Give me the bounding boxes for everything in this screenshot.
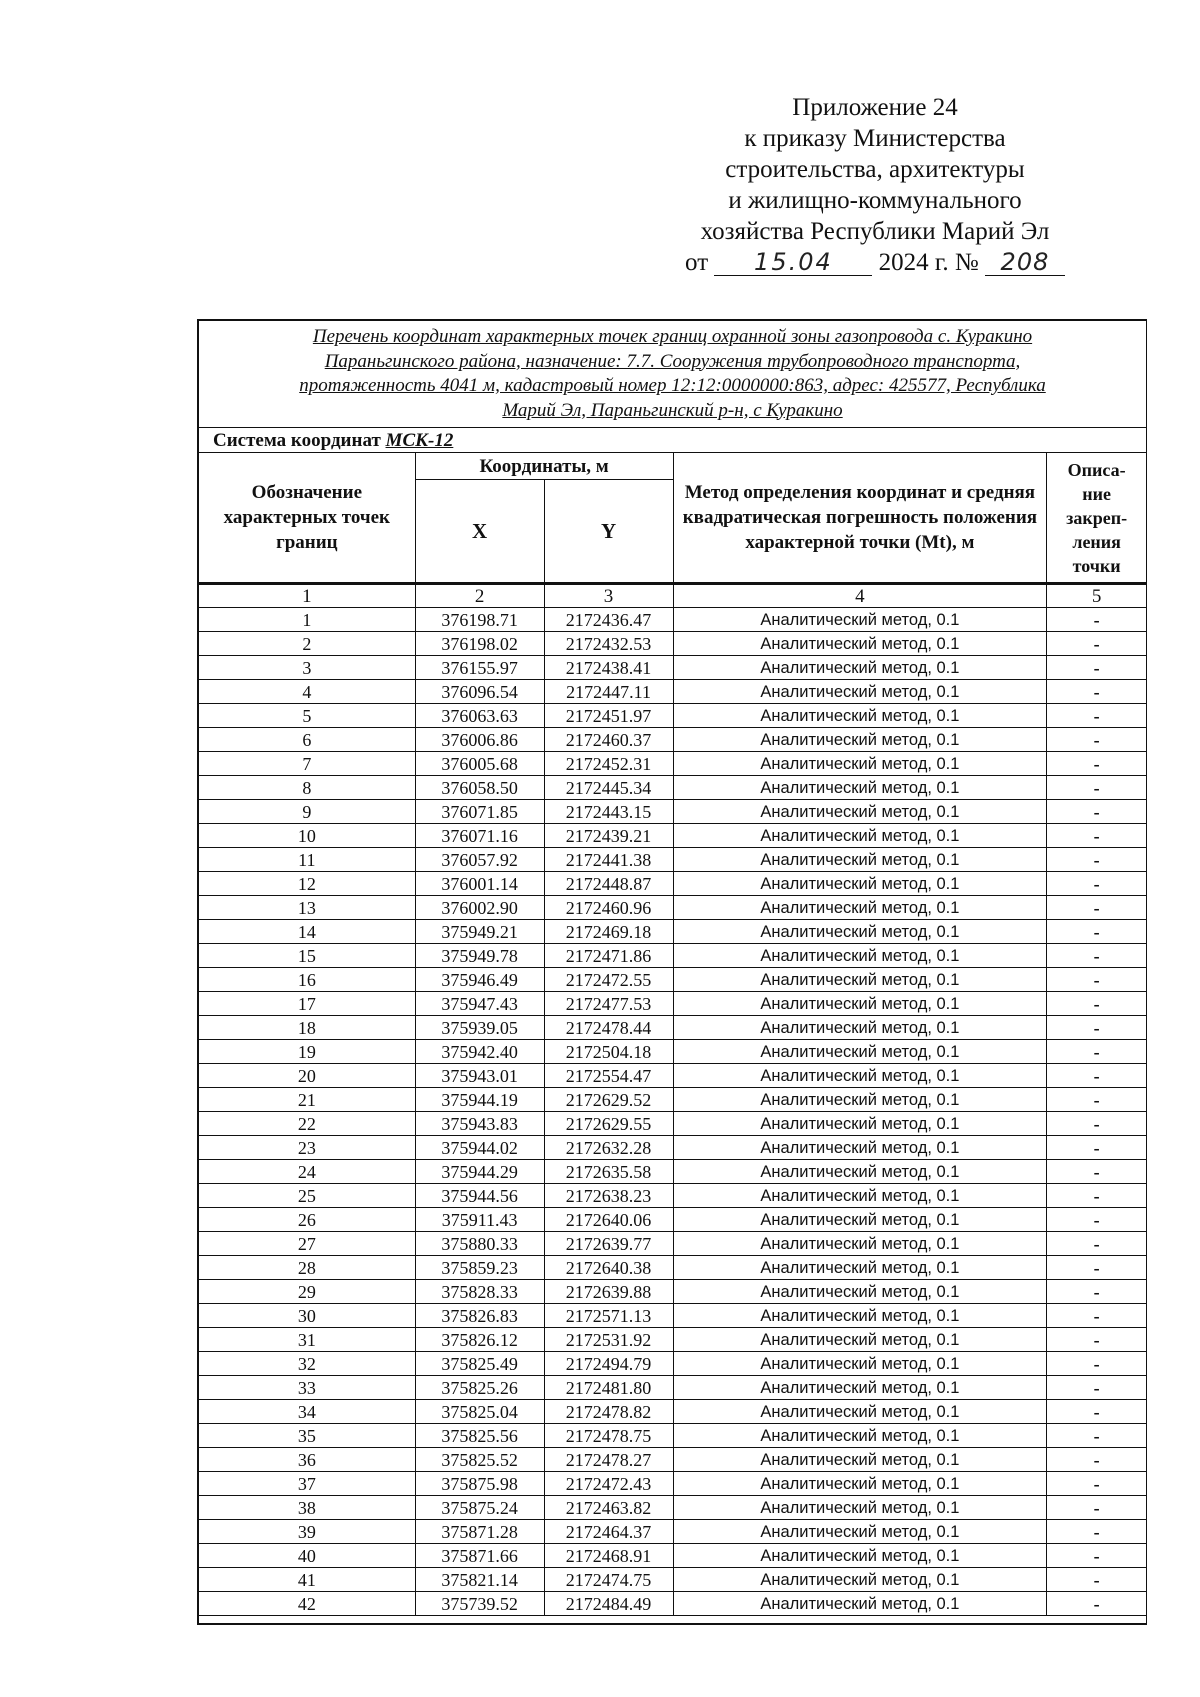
point-number-cell: 36 bbox=[199, 1448, 416, 1472]
y-coordinate-cell: 2172477.53 bbox=[544, 992, 673, 1016]
coordinate-system-row bbox=[199, 428, 1147, 453]
handwritten-number: 208 bbox=[985, 249, 1065, 276]
y-coordinate-cell: 2172484.49 bbox=[544, 1592, 673, 1616]
description-cell: - bbox=[1047, 656, 1147, 680]
description-cell: - bbox=[1047, 1280, 1147, 1304]
method-cell: Аналитический метод, 0.1 bbox=[673, 944, 1047, 968]
y-coordinate-cell: 2172629.52 bbox=[544, 1088, 673, 1112]
point-number-cell: 3 bbox=[199, 656, 416, 680]
x-coordinate-cell: 375825.52 bbox=[415, 1448, 544, 1472]
point-number-cell: 40 bbox=[199, 1544, 416, 1568]
title-line: Перечень координат характерных точек границ охранной зоны газопровода с. Куракино bbox=[312, 326, 1033, 347]
y-coordinate-cell: 2172472.43 bbox=[544, 1472, 673, 1496]
table-row bbox=[199, 1424, 1147, 1448]
table-row bbox=[199, 1352, 1147, 1376]
title-line: протяженность 4041 м, кадастровый номер 12:12:0000000:863, адрес: 425577, Республика bbox=[299, 375, 1046, 396]
description-cell: - bbox=[1047, 1208, 1147, 1232]
method-cell: Аналитический метод, 0.1 bbox=[673, 1184, 1047, 1208]
description-cell: - bbox=[1047, 896, 1147, 920]
table-row bbox=[199, 848, 1147, 872]
x-coordinate-cell: 375825.56 bbox=[415, 1424, 544, 1448]
description-cell: - bbox=[1047, 944, 1147, 968]
description-cell: - bbox=[1047, 1184, 1147, 1208]
description-cell: - bbox=[1047, 1232, 1147, 1256]
description-cell: - bbox=[1047, 968, 1147, 992]
point-number-cell: 12 bbox=[199, 872, 416, 896]
x-coordinate-cell: 376071.16 bbox=[415, 824, 544, 848]
y-coordinate-cell: 2172494.79 bbox=[544, 1352, 673, 1376]
table-row bbox=[199, 1328, 1147, 1352]
y-coordinate-cell: 2172443.15 bbox=[544, 800, 673, 824]
y-coordinate-cell: 2172452.31 bbox=[544, 752, 673, 776]
header-y: Y bbox=[544, 480, 673, 584]
table-row bbox=[199, 944, 1147, 968]
y-coordinate-cell: 2172640.38 bbox=[544, 1256, 673, 1280]
table-row bbox=[199, 800, 1147, 824]
table-row bbox=[199, 1064, 1147, 1088]
method-cell: Аналитический метод, 0.1 bbox=[673, 848, 1047, 872]
point-number-cell: 20 bbox=[199, 1064, 416, 1088]
header-method: Метод определения координат и средняя квадратическая погрешность положения характерной точки (Mt), м bbox=[673, 453, 1047, 584]
x-coordinate-cell: 375947.43 bbox=[415, 992, 544, 1016]
x-coordinate-cell: 375875.24 bbox=[415, 1496, 544, 1520]
method-cell: Аналитический метод, 0.1 bbox=[673, 752, 1047, 776]
x-coordinate-cell: 375949.78 bbox=[415, 944, 544, 968]
y-coordinate-cell: 2172439.21 bbox=[544, 824, 673, 848]
y-coordinate-cell: 2172447.11 bbox=[544, 680, 673, 704]
y-coordinate-cell: 2172468.91 bbox=[544, 1544, 673, 1568]
point-number-cell: 28 bbox=[199, 1256, 416, 1280]
description-cell: - bbox=[1047, 776, 1147, 800]
x-coordinate-cell: 375825.26 bbox=[415, 1376, 544, 1400]
point-number-cell: 30 bbox=[199, 1304, 416, 1328]
method-cell: Аналитический метод, 0.1 bbox=[673, 1304, 1047, 1328]
table-row bbox=[199, 1568, 1147, 1592]
point-number-cell: 16 bbox=[199, 968, 416, 992]
method-cell: Аналитический метод, 0.1 bbox=[673, 1232, 1047, 1256]
point-number-cell: 32 bbox=[199, 1352, 416, 1376]
table-row bbox=[199, 704, 1147, 728]
x-coordinate-cell: 375826.12 bbox=[415, 1328, 544, 1352]
x-coordinate-cell: 375739.52 bbox=[415, 1592, 544, 1616]
point-number-cell: 23 bbox=[199, 1136, 416, 1160]
description-cell: - bbox=[1047, 1016, 1147, 1040]
table-row bbox=[199, 920, 1147, 944]
y-coordinate-cell: 2172471.86 bbox=[544, 944, 673, 968]
x-coordinate-cell: 376006.86 bbox=[415, 728, 544, 752]
y-coordinate-cell: 2172531.92 bbox=[544, 1328, 673, 1352]
y-coordinate-cell: 2172478.44 bbox=[544, 1016, 673, 1040]
description-cell: - bbox=[1047, 1088, 1147, 1112]
description-cell: - bbox=[1047, 608, 1147, 632]
table-row bbox=[199, 776, 1147, 800]
x-coordinate-cell: 375942.40 bbox=[415, 1040, 544, 1064]
description-cell: - bbox=[1047, 848, 1147, 872]
x-coordinate-cell: 375944.56 bbox=[415, 1184, 544, 1208]
method-cell: Аналитический метод, 0.1 bbox=[673, 1520, 1047, 1544]
method-cell: Аналитический метод, 0.1 bbox=[673, 1256, 1047, 1280]
point-number-cell: 42 bbox=[199, 1592, 416, 1616]
table-row bbox=[199, 1112, 1147, 1136]
x-coordinate-cell: 376155.97 bbox=[415, 656, 544, 680]
table-row bbox=[199, 1232, 1147, 1256]
point-number-cell: 17 bbox=[199, 992, 416, 1016]
coordinates-table bbox=[198, 427, 1147, 1616]
x-coordinate-cell: 375826.83 bbox=[415, 1304, 544, 1328]
appendix-header bbox=[640, 92, 1110, 278]
x-coordinate-cell: 375944.02 bbox=[415, 1136, 544, 1160]
method-cell: Аналитический метод, 0.1 bbox=[673, 608, 1047, 632]
table-row bbox=[199, 1088, 1147, 1112]
method-cell: Аналитический метод, 0.1 bbox=[673, 1544, 1047, 1568]
table-row bbox=[199, 680, 1147, 704]
method-cell: Аналитический метод, 0.1 bbox=[673, 1400, 1047, 1424]
method-cell: Аналитический метод, 0.1 bbox=[673, 968, 1047, 992]
method-cell: Аналитический метод, 0.1 bbox=[673, 1136, 1047, 1160]
y-coordinate-cell: 2172438.41 bbox=[544, 656, 673, 680]
y-coordinate-cell: 2172629.55 bbox=[544, 1112, 673, 1136]
x-coordinate-cell: 375944.19 bbox=[415, 1088, 544, 1112]
description-cell: - bbox=[1047, 1256, 1147, 1280]
column-number: 3 bbox=[544, 584, 673, 608]
y-coordinate-cell: 2172504.18 bbox=[544, 1040, 673, 1064]
method-cell: Аналитический метод, 0.1 bbox=[673, 1376, 1047, 1400]
table-row bbox=[199, 1496, 1147, 1520]
method-cell: Аналитический метод, 0.1 bbox=[673, 1040, 1047, 1064]
table-row bbox=[199, 1304, 1147, 1328]
y-coordinate-cell: 2172460.96 bbox=[544, 896, 673, 920]
description-cell: - bbox=[1047, 1424, 1147, 1448]
point-number-cell: 8 bbox=[199, 776, 416, 800]
header-coordinates: Координаты, м bbox=[415, 453, 673, 480]
method-cell: Аналитический метод, 0.1 bbox=[673, 776, 1047, 800]
description-cell: - bbox=[1047, 1520, 1147, 1544]
coordinate-system-label: Система координат bbox=[213, 429, 381, 451]
point-number-cell: 13 bbox=[199, 896, 416, 920]
y-coordinate-cell: 2172632.28 bbox=[544, 1136, 673, 1160]
point-number-cell: 7 bbox=[199, 752, 416, 776]
point-number-cell: 1 bbox=[199, 608, 416, 632]
method-cell: Аналитический метод, 0.1 bbox=[673, 1016, 1047, 1040]
method-cell: Аналитический метод, 0.1 bbox=[673, 872, 1047, 896]
x-coordinate-cell: 375949.21 bbox=[415, 920, 544, 944]
y-coordinate-cell: 2172436.47 bbox=[544, 608, 673, 632]
table-row bbox=[199, 1160, 1147, 1184]
header-description-line: Описа- bbox=[1067, 459, 1126, 480]
point-number-cell: 9 bbox=[199, 800, 416, 824]
appendix-date-line bbox=[640, 247, 1110, 278]
x-coordinate-cell: 375939.05 bbox=[415, 1016, 544, 1040]
header-x: X bbox=[415, 480, 544, 584]
y-coordinate-cell: 2172472.55 bbox=[544, 968, 673, 992]
table-row bbox=[199, 752, 1147, 776]
point-number-cell: 5 bbox=[199, 704, 416, 728]
x-coordinate-cell: 375859.23 bbox=[415, 1256, 544, 1280]
point-number-cell: 37 bbox=[199, 1472, 416, 1496]
point-number-cell: 35 bbox=[199, 1424, 416, 1448]
method-cell: Аналитический метод, 0.1 bbox=[673, 1352, 1047, 1376]
description-cell: - bbox=[1047, 1592, 1147, 1616]
y-coordinate-cell: 2172469.18 bbox=[544, 920, 673, 944]
date-prefix: от bbox=[685, 249, 709, 276]
y-coordinate-cell: 2172635.58 bbox=[544, 1160, 673, 1184]
x-coordinate-cell: 375825.49 bbox=[415, 1352, 544, 1376]
document-title bbox=[199, 321, 1146, 427]
header-description-line: закреп- bbox=[1066, 507, 1128, 528]
method-cell: Аналитический метод, 0.1 bbox=[673, 656, 1047, 680]
point-number-cell: 29 bbox=[199, 1280, 416, 1304]
x-coordinate-cell: 375871.28 bbox=[415, 1520, 544, 1544]
table-row bbox=[199, 1592, 1147, 1616]
x-coordinate-cell: 376071.85 bbox=[415, 800, 544, 824]
x-coordinate-cell: 375871.66 bbox=[415, 1544, 544, 1568]
description-cell: - bbox=[1047, 752, 1147, 776]
x-coordinate-cell: 376002.90 bbox=[415, 896, 544, 920]
description-cell: - bbox=[1047, 920, 1147, 944]
point-number-cell: 4 bbox=[199, 680, 416, 704]
method-cell: Аналитический метод, 0.1 bbox=[673, 1112, 1047, 1136]
description-cell: - bbox=[1047, 1112, 1147, 1136]
header-point-designation: Обозначение характерных точек границ bbox=[199, 453, 416, 584]
table-row bbox=[199, 1472, 1147, 1496]
method-cell: Аналитический метод, 0.1 bbox=[673, 800, 1047, 824]
method-cell: Аналитический метод, 0.1 bbox=[673, 1448, 1047, 1472]
description-cell: - bbox=[1047, 800, 1147, 824]
y-coordinate-cell: 2172554.47 bbox=[544, 1064, 673, 1088]
y-coordinate-cell: 2172639.88 bbox=[544, 1280, 673, 1304]
coordinate-system-cell bbox=[199, 428, 1147, 453]
y-coordinate-cell: 2172460.37 bbox=[544, 728, 673, 752]
x-coordinate-cell: 376063.63 bbox=[415, 704, 544, 728]
description-cell: - bbox=[1047, 872, 1147, 896]
y-coordinate-cell: 2172448.87 bbox=[544, 872, 673, 896]
y-coordinate-cell: 2172451.97 bbox=[544, 704, 673, 728]
point-number-cell: 14 bbox=[199, 920, 416, 944]
method-cell: Аналитический метод, 0.1 bbox=[673, 1424, 1047, 1448]
y-coordinate-cell: 2172478.27 bbox=[544, 1448, 673, 1472]
point-number-cell: 11 bbox=[199, 848, 416, 872]
y-coordinate-cell: 2172638.23 bbox=[544, 1184, 673, 1208]
point-number-cell: 21 bbox=[199, 1088, 416, 1112]
handwritten-date: 15.04 bbox=[714, 249, 872, 276]
description-cell: - bbox=[1047, 1160, 1147, 1184]
table-row bbox=[199, 656, 1147, 680]
point-number-cell: 33 bbox=[199, 1376, 416, 1400]
y-coordinate-cell: 2172478.75 bbox=[544, 1424, 673, 1448]
column-number-row bbox=[199, 584, 1147, 608]
point-number-cell: 15 bbox=[199, 944, 416, 968]
table-row bbox=[199, 1400, 1147, 1424]
x-coordinate-cell: 375944.29 bbox=[415, 1160, 544, 1184]
description-cell: - bbox=[1047, 1064, 1147, 1088]
y-coordinate-cell: 2172463.82 bbox=[544, 1496, 673, 1520]
table-row bbox=[199, 1376, 1147, 1400]
y-coordinate-cell: 2172571.13 bbox=[544, 1304, 673, 1328]
method-cell: Аналитический метод, 0.1 bbox=[673, 1472, 1047, 1496]
description-cell: - bbox=[1047, 1496, 1147, 1520]
point-number-cell: 22 bbox=[199, 1112, 416, 1136]
description-cell: - bbox=[1047, 1040, 1147, 1064]
table-row bbox=[199, 1520, 1147, 1544]
point-number-cell: 25 bbox=[199, 1184, 416, 1208]
description-cell: - bbox=[1047, 1352, 1147, 1376]
appendix-line: хозяйства Республики Марий Эл bbox=[700, 218, 1050, 245]
y-coordinate-cell: 2172432.53 bbox=[544, 632, 673, 656]
x-coordinate-cell: 376198.71 bbox=[415, 608, 544, 632]
y-coordinate-cell: 2172481.80 bbox=[544, 1376, 673, 1400]
x-coordinate-cell: 375943.01 bbox=[415, 1064, 544, 1088]
table-row bbox=[199, 872, 1147, 896]
column-number: 1 bbox=[199, 584, 416, 608]
point-number-cell: 38 bbox=[199, 1496, 416, 1520]
x-coordinate-cell: 376058.50 bbox=[415, 776, 544, 800]
table-row bbox=[199, 1040, 1147, 1064]
x-coordinate-cell: 375825.04 bbox=[415, 1400, 544, 1424]
header-description-line: точки bbox=[1072, 555, 1121, 576]
table-row bbox=[199, 1208, 1147, 1232]
method-cell: Аналитический метод, 0.1 bbox=[673, 1568, 1047, 1592]
method-cell: Аналитический метод, 0.1 bbox=[673, 1064, 1047, 1088]
table-row bbox=[199, 896, 1147, 920]
table-row bbox=[199, 1136, 1147, 1160]
table-row bbox=[199, 824, 1147, 848]
x-coordinate-cell: 375946.49 bbox=[415, 968, 544, 992]
header-description bbox=[1047, 453, 1147, 584]
point-number-cell: 27 bbox=[199, 1232, 416, 1256]
table-row bbox=[199, 968, 1147, 992]
method-cell: Аналитический метод, 0.1 bbox=[673, 992, 1047, 1016]
method-cell: Аналитический метод, 0.1 bbox=[673, 1328, 1047, 1352]
description-cell: - bbox=[1047, 1568, 1147, 1592]
y-coordinate-cell: 2172474.75 bbox=[544, 1568, 673, 1592]
method-cell: Аналитический метод, 0.1 bbox=[673, 704, 1047, 728]
x-coordinate-cell: 375943.83 bbox=[415, 1112, 544, 1136]
appendix-line: и жилищно-коммунального bbox=[728, 187, 1022, 214]
column-number: 2 bbox=[415, 584, 544, 608]
point-number-cell: 24 bbox=[199, 1160, 416, 1184]
x-coordinate-cell: 376198.02 bbox=[415, 632, 544, 656]
description-cell: - bbox=[1047, 824, 1147, 848]
coordinate-system-value: МСК-12 bbox=[385, 429, 454, 451]
description-cell: - bbox=[1047, 632, 1147, 656]
x-coordinate-cell: 376057.92 bbox=[415, 848, 544, 872]
description-cell: - bbox=[1047, 1136, 1147, 1160]
description-cell: - bbox=[1047, 1400, 1147, 1424]
y-coordinate-cell: 2172464.37 bbox=[544, 1520, 673, 1544]
table-row bbox=[199, 608, 1147, 632]
appendix-line: строительства, архитектуры bbox=[725, 156, 1025, 183]
description-cell: - bbox=[1047, 728, 1147, 752]
header-description-line: ние bbox=[1082, 483, 1111, 504]
x-coordinate-cell: 375828.33 bbox=[415, 1280, 544, 1304]
description-cell: - bbox=[1047, 1544, 1147, 1568]
description-cell: - bbox=[1047, 680, 1147, 704]
point-number-cell: 18 bbox=[199, 1016, 416, 1040]
method-cell: Аналитический метод, 0.1 bbox=[673, 1592, 1047, 1616]
method-cell: Аналитический метод, 0.1 bbox=[673, 680, 1047, 704]
method-cell: Аналитический метод, 0.1 bbox=[673, 1496, 1047, 1520]
point-number-cell: 6 bbox=[199, 728, 416, 752]
x-coordinate-cell: 376096.54 bbox=[415, 680, 544, 704]
method-cell: Аналитический метод, 0.1 bbox=[673, 896, 1047, 920]
table-row bbox=[199, 1544, 1147, 1568]
point-number-cell: 39 bbox=[199, 1520, 416, 1544]
appendix-line: к приказу Министерства bbox=[744, 125, 1006, 152]
description-cell: - bbox=[1047, 1328, 1147, 1352]
y-coordinate-cell: 2172478.82 bbox=[544, 1400, 673, 1424]
x-coordinate-cell: 376001.14 bbox=[415, 872, 544, 896]
title-line: Марий Эл, Параньгинский р-н, с Куракино bbox=[502, 399, 843, 421]
y-coordinate-cell: 2172441.38 bbox=[544, 848, 673, 872]
table-row bbox=[199, 1448, 1147, 1472]
point-number-cell: 41 bbox=[199, 1568, 416, 1592]
method-cell: Аналитический метод, 0.1 bbox=[673, 1208, 1047, 1232]
column-number: 5 bbox=[1047, 584, 1147, 608]
method-cell: Аналитический метод, 0.1 bbox=[673, 1160, 1047, 1184]
method-cell: Аналитический метод, 0.1 bbox=[673, 920, 1047, 944]
description-cell: - bbox=[1047, 1448, 1147, 1472]
header-description-line: ления bbox=[1072, 531, 1121, 552]
y-coordinate-cell: 2172445.34 bbox=[544, 776, 673, 800]
point-number-cell: 26 bbox=[199, 1208, 416, 1232]
column-number: 4 bbox=[673, 584, 1047, 608]
table-row bbox=[199, 1256, 1147, 1280]
method-cell: Аналитический метод, 0.1 bbox=[673, 1088, 1047, 1112]
point-number-cell: 31 bbox=[199, 1328, 416, 1352]
method-cell: Аналитический метод, 0.1 bbox=[673, 1280, 1047, 1304]
title-line: Параньгинского района, назначение: 7.7. Сооружения трубопроводного транспорта, bbox=[324, 350, 1021, 372]
x-coordinate-cell: 375911.43 bbox=[415, 1208, 544, 1232]
table-row bbox=[199, 1016, 1147, 1040]
x-coordinate-cell: 376005.68 bbox=[415, 752, 544, 776]
point-number-cell: 19 bbox=[199, 1040, 416, 1064]
y-coordinate-cell: 2172640.06 bbox=[544, 1208, 673, 1232]
table-row bbox=[199, 992, 1147, 1016]
description-cell: - bbox=[1047, 1376, 1147, 1400]
point-number-cell: 34 bbox=[199, 1400, 416, 1424]
point-number-cell: 2 bbox=[199, 632, 416, 656]
x-coordinate-cell: 375821.14 bbox=[415, 1568, 544, 1592]
table-row bbox=[199, 728, 1147, 752]
description-cell: - bbox=[1047, 1472, 1147, 1496]
description-cell: - bbox=[1047, 992, 1147, 1016]
x-coordinate-cell: 375875.98 bbox=[415, 1472, 544, 1496]
x-coordinate-cell: 375880.33 bbox=[415, 1232, 544, 1256]
method-cell: Аналитический метод, 0.1 bbox=[673, 728, 1047, 752]
method-cell: Аналитический метод, 0.1 bbox=[673, 632, 1047, 656]
description-cell: - bbox=[1047, 1304, 1147, 1328]
description-cell: - bbox=[1047, 704, 1147, 728]
table-row bbox=[199, 1184, 1147, 1208]
table-row bbox=[199, 1280, 1147, 1304]
table-row bbox=[199, 632, 1147, 656]
method-cell: Аналитический метод, 0.1 bbox=[673, 824, 1047, 848]
date-suffix: 2024 г. № bbox=[878, 249, 979, 276]
appendix-line: Приложение 24 bbox=[792, 94, 958, 121]
y-coordinate-cell: 2172639.77 bbox=[544, 1232, 673, 1256]
point-number-cell: 10 bbox=[199, 824, 416, 848]
header-row bbox=[199, 453, 1147, 480]
